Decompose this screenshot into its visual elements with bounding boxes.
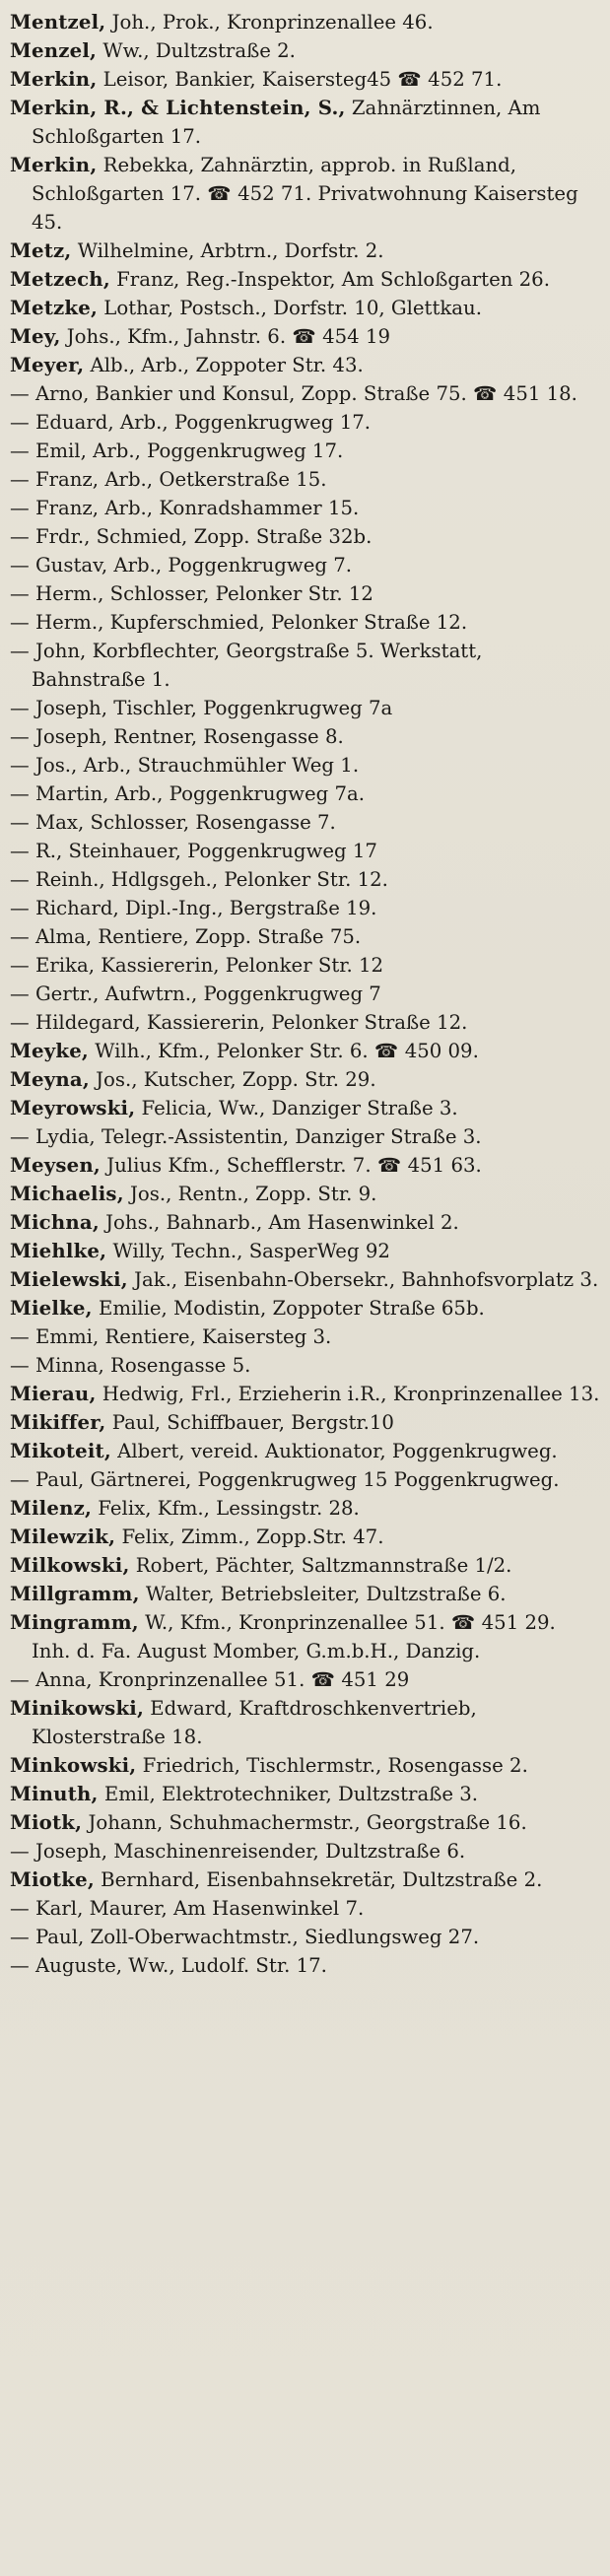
entry-details: — Franz, Arb., Konradshammer 15. (10, 497, 360, 519)
entry-surname: Metz, (10, 239, 72, 262)
entry-details: — Anna, Kronprinzenallee 51. ☎ 451 29 (10, 1668, 410, 1691)
entry-details: — Paul, Gärtnerei, Poggenkrugweg 15 Poggenkrugweg. (10, 1468, 560, 1491)
entry-details: Rebekka, Zahnärztin, approb. in Rußland, Schloßgarten 17. ☎ 452 71. Privatwohnung Kaisersteg 45. (32, 154, 578, 234)
entry-details: Paul, Schiffbauer, Bergstr.10 (105, 1411, 394, 1434)
entry-details: Wilh., Kfm., Pelonker Str. 6. ☎ 450 09. (88, 1040, 479, 1062)
directory-entry (10, 1037, 600, 1065)
directory-entry (10, 637, 600, 694)
entry-details: — Herm., Kupferschmied, Pelonker Straße 12. (10, 611, 468, 634)
directory-entry (10, 522, 600, 551)
entry-surname: Milkowski, (10, 1554, 130, 1577)
entry-details: — Franz, Arb., Oetkerstraße 15. (10, 468, 327, 491)
entry-details: — Paul, Zoll-Oberwachtmstr., Siedlungsweg 27. (10, 1926, 480, 1948)
directory-entry (10, 1151, 600, 1180)
entry-details: — Joseph, Maschinenreisender, Dultzstraße 6. (10, 1840, 466, 1863)
directory-entry (10, 408, 600, 437)
directory-entry (10, 65, 600, 94)
entry-surname: Meysen, (10, 1154, 101, 1177)
entry-details: Johs., Kfm., Jahnstr. 6. ☎ 454 19 (60, 325, 391, 348)
directory-entry (10, 1608, 600, 1665)
entry-surname: Mielke, (10, 1297, 93, 1320)
entry-details: — Jos., Arb., Strauchmühler Weg 1. (10, 754, 360, 777)
entry-details: Felicia, Ww., Danziger Straße 3. (135, 1097, 458, 1119)
directory-entry (10, 1437, 600, 1465)
directory-entry (10, 1580, 600, 1608)
entry-details: Edward, Kraftdroschkenvertrieb, Klosterstraße 18. (32, 1697, 477, 1748)
entry-details: — Joseph, Tischler, Poggenkrugweg 7a (10, 697, 393, 719)
directory-entry (10, 1380, 600, 1408)
entry-details: — R., Steinhauer, Poggenkrugweg 17 (10, 840, 377, 862)
directory-entry (10, 865, 600, 894)
entry-details: — Emil, Arb., Poggenkrugweg 17. (10, 440, 344, 462)
entry-details: — Herm., Schlosser, Pelonker Str. 12 (10, 582, 373, 605)
entry-surname: Meyer, (10, 354, 85, 376)
entry-details: — Alma, Rentiere, Zopp. Straße 75. (10, 925, 362, 948)
directory-entry (10, 1408, 600, 1437)
entry-surname: Miehlke, (10, 1240, 107, 1262)
entry-surname: Mikoteit, (10, 1440, 111, 1462)
directory-entry (10, 1808, 600, 1837)
directory-entry (10, 1923, 600, 1951)
directory-entry (10, 1065, 600, 1094)
entry-surname: Meyrowski, (10, 1097, 136, 1119)
entry-details: Willy, Techn., SasperWeg 92 (106, 1240, 390, 1262)
entry-details: — Lydia, Telegr.-Assistentin, Danziger Straße 3. (10, 1125, 482, 1148)
directory-entry (10, 1780, 600, 1808)
entry-details: — Hildegard, Kassiererin, Pelonker Straße 12. (10, 1011, 468, 1034)
entry-details: Felix, Kfm., Lessingstr. 28. (92, 1497, 360, 1520)
directory-entry (10, 1894, 600, 1923)
directory-entry (10, 751, 600, 780)
entry-details: — John, Korbflechter, Georgstraße 5. Werkstatt, Bahnstraße 1. (10, 640, 483, 691)
directory-entry (10, 237, 600, 265)
directory-entry (10, 1294, 600, 1322)
entry-details: Albert, vereid. Auktionator, Poggenkrugweg. (110, 1440, 558, 1462)
directory-entry (10, 980, 600, 1008)
entry-details: — Reinh., Hdlgsgeh., Pelonker Str. 12. (10, 868, 388, 891)
directory-entry (10, 551, 600, 579)
directory-entry (10, 294, 600, 322)
entry-details: — Gustav, Arb., Poggenkrugweg 7. (10, 554, 353, 576)
directory-entry (10, 694, 600, 722)
entry-details: Johs., Bahnarb., Am Hasenwinkel 2. (99, 1211, 459, 1234)
entry-details: Zahnärztinnen, Am Schloßgarten 17. (32, 97, 541, 148)
directory-entry (10, 894, 600, 922)
entry-details: — Erika, Kassiererin, Pelonker Str. 12 (10, 954, 384, 977)
directory-entry (10, 1865, 600, 1894)
entry-surname: Merkin, (10, 68, 98, 91)
entry-surname: Meyke, (10, 1040, 89, 1062)
directory-entry (10, 922, 600, 951)
entry-surname: Millgramm, (10, 1583, 140, 1605)
directory-entry (10, 465, 600, 494)
entry-details: Ww., Dultzstraße 2. (97, 39, 296, 62)
directory-entry (10, 951, 600, 980)
directory-entry (10, 437, 600, 465)
directory-entry (10, 1551, 600, 1580)
entry-details: Jak., Eisenbahn-Obersekr., Bahnhofsvorplatz 3. (127, 1268, 599, 1291)
directory-entry (10, 1094, 600, 1122)
entry-surname: Merkin, (10, 154, 98, 176)
entry-details: — Karl, Maurer, Am Hasenwinkel 7. (10, 1897, 365, 1920)
directory-entry (10, 494, 600, 522)
entry-surname: Minkowski, (10, 1754, 137, 1777)
entry-surname: Milewzik, (10, 1525, 116, 1548)
entry-details: — Auguste, Ww., Ludolf. Str. 17. (10, 1954, 327, 1977)
directory-entry (10, 1751, 600, 1780)
directory-entry (10, 1265, 600, 1294)
directory-entry (10, 1494, 600, 1523)
entry-details: — Gertr., Aufwtrn., Poggenkrugweg 7 (10, 983, 381, 1005)
entry-details: Bernhard, Eisenbahnsekretär, Dultzstraße 2. (94, 1868, 543, 1891)
entry-surname: Milenz, (10, 1497, 93, 1520)
directory-entry (10, 1465, 600, 1494)
directory-entry (10, 808, 600, 837)
directory-entry (10, 1837, 600, 1865)
entry-surname: Minikowski, (10, 1697, 145, 1720)
directory-entry (10, 722, 600, 751)
entry-details: W., Kfm., Kronprinzenallee 51. ☎ 451 29. Inh. d. Fa. August Momber, G.m.b.H., Danzig. (32, 1611, 556, 1662)
entry-details: Julius Kfm., Schefflerstr. 7. ☎ 451 63. (100, 1154, 482, 1177)
entry-surname: Minuth, (10, 1783, 99, 1805)
entry-details: — Frdr., Schmied, Zopp. Straße 32b. (10, 525, 373, 548)
entry-details: Joh., Prok., Kronprinzenallee 46. (105, 11, 434, 34)
directory-entry (10, 1523, 600, 1551)
entry-surname: Miotke, (10, 1868, 95, 1891)
entry-surname: Mierau, (10, 1383, 97, 1405)
entry-details: Wilhelmine, Arbtrn., Dorfstr. 2. (71, 239, 384, 262)
directory-entry (10, 1694, 600, 1751)
directory-entry (10, 379, 600, 408)
entry-details: Friedrich, Tischlermstr., Rosengasse 2. (136, 1754, 528, 1777)
entry-details: — Arno, Bankier und Konsul, Zopp. Straße 75. ☎ 451 18. (10, 382, 577, 405)
entry-details: — Eduard, Arb., Poggenkrugweg 17. (10, 411, 372, 434)
entry-details: Johann, Schuhmachermstr., Georgstraße 16. (82, 1811, 527, 1834)
entry-surname: Mingramm, (10, 1611, 139, 1634)
entry-details: Felix, Zimm., Zopp.Str. 47. (115, 1525, 384, 1548)
entry-surname: Mentzel, (10, 11, 106, 34)
entry-details: — Max, Schlosser, Rosengasse 7. (10, 811, 336, 834)
entry-surname: Merkin, R., & Lichtenstein, S., (10, 97, 346, 119)
entry-surname: Michna, (10, 1211, 100, 1234)
entry-surname: Metzke, (10, 297, 99, 319)
entry-surname: Miotk, (10, 1811, 83, 1834)
directory-entry (10, 780, 600, 808)
directory-entry (10, 1122, 600, 1151)
directory-entry (10, 36, 600, 65)
entry-details: Jos., Kutscher, Zopp. Str. 29. (89, 1068, 376, 1091)
entry-surname: Mikiffer, (10, 1411, 106, 1434)
entry-details: — Martin, Arb., Poggenkrugweg 7a. (10, 782, 366, 805)
entry-details: Leisor, Bankier, Kaisersteg45 ☎ 452 71. (97, 68, 503, 91)
directory-entry (10, 837, 600, 865)
entry-surname: Michaelis, (10, 1183, 124, 1205)
directory-entries (10, 8, 600, 1980)
entry-surname: Menzel, (10, 39, 98, 62)
directory-entry (10, 8, 600, 36)
directory-entry (10, 608, 600, 637)
entry-details: — Richard, Dipl.-Ing., Bergstraße 19. (10, 897, 377, 919)
directory-entry (10, 1237, 600, 1265)
entry-details: Walter, Betriebsleiter, Dultzstraße 6. (139, 1583, 507, 1605)
directory-entry (10, 1322, 600, 1351)
entry-surname: Metzech, (10, 268, 110, 291)
directory-entry (10, 351, 600, 379)
entry-surname: Mey, (10, 325, 61, 348)
entry-details: Lothar, Postsch., Dorfstr. 10, Glettkau. (98, 297, 482, 319)
directory-entry (10, 1351, 600, 1380)
entry-details: Jos., Rentn., Zopp. Str. 9. (123, 1183, 377, 1205)
entry-details: Emil, Elektrotechniker, Dultzstraße 3. (98, 1783, 479, 1805)
directory-entry (10, 151, 600, 237)
directory-entry (10, 94, 600, 151)
directory-entry (10, 579, 600, 608)
entry-details: Alb., Arb., Zoppoter Str. 43. (84, 354, 364, 376)
entry-details: Hedwig, Frl., Erzieherin i.R., Kronprinzenallee 13. (96, 1383, 600, 1405)
directory-entry (10, 1208, 600, 1237)
directory-entry (10, 1008, 600, 1037)
entry-details: — Joseph, Rentner, Rosengasse 8. (10, 725, 344, 748)
entry-details: Robert, Pächter, Saltzmannstraße 1/2. (129, 1554, 512, 1577)
directory-entry (10, 1665, 600, 1694)
entry-surname: Meyna, (10, 1068, 90, 1091)
directory-entry (10, 1951, 600, 1980)
entry-details: Emilie, Modistin, Zoppoter Straße 65b. (92, 1297, 485, 1320)
entry-details: — Emmi, Rentiere, Kaisersteg 3. (10, 1325, 332, 1348)
entry-surname: Mielewski, (10, 1268, 128, 1291)
directory-entry (10, 1180, 600, 1208)
entry-details: — Minna, Rosengasse 5. (10, 1354, 251, 1377)
directory-entry (10, 322, 600, 351)
directory-entry (10, 265, 600, 294)
entry-details: Franz, Reg.-Inspektor, Am Schloßgarten 26. (109, 268, 550, 291)
